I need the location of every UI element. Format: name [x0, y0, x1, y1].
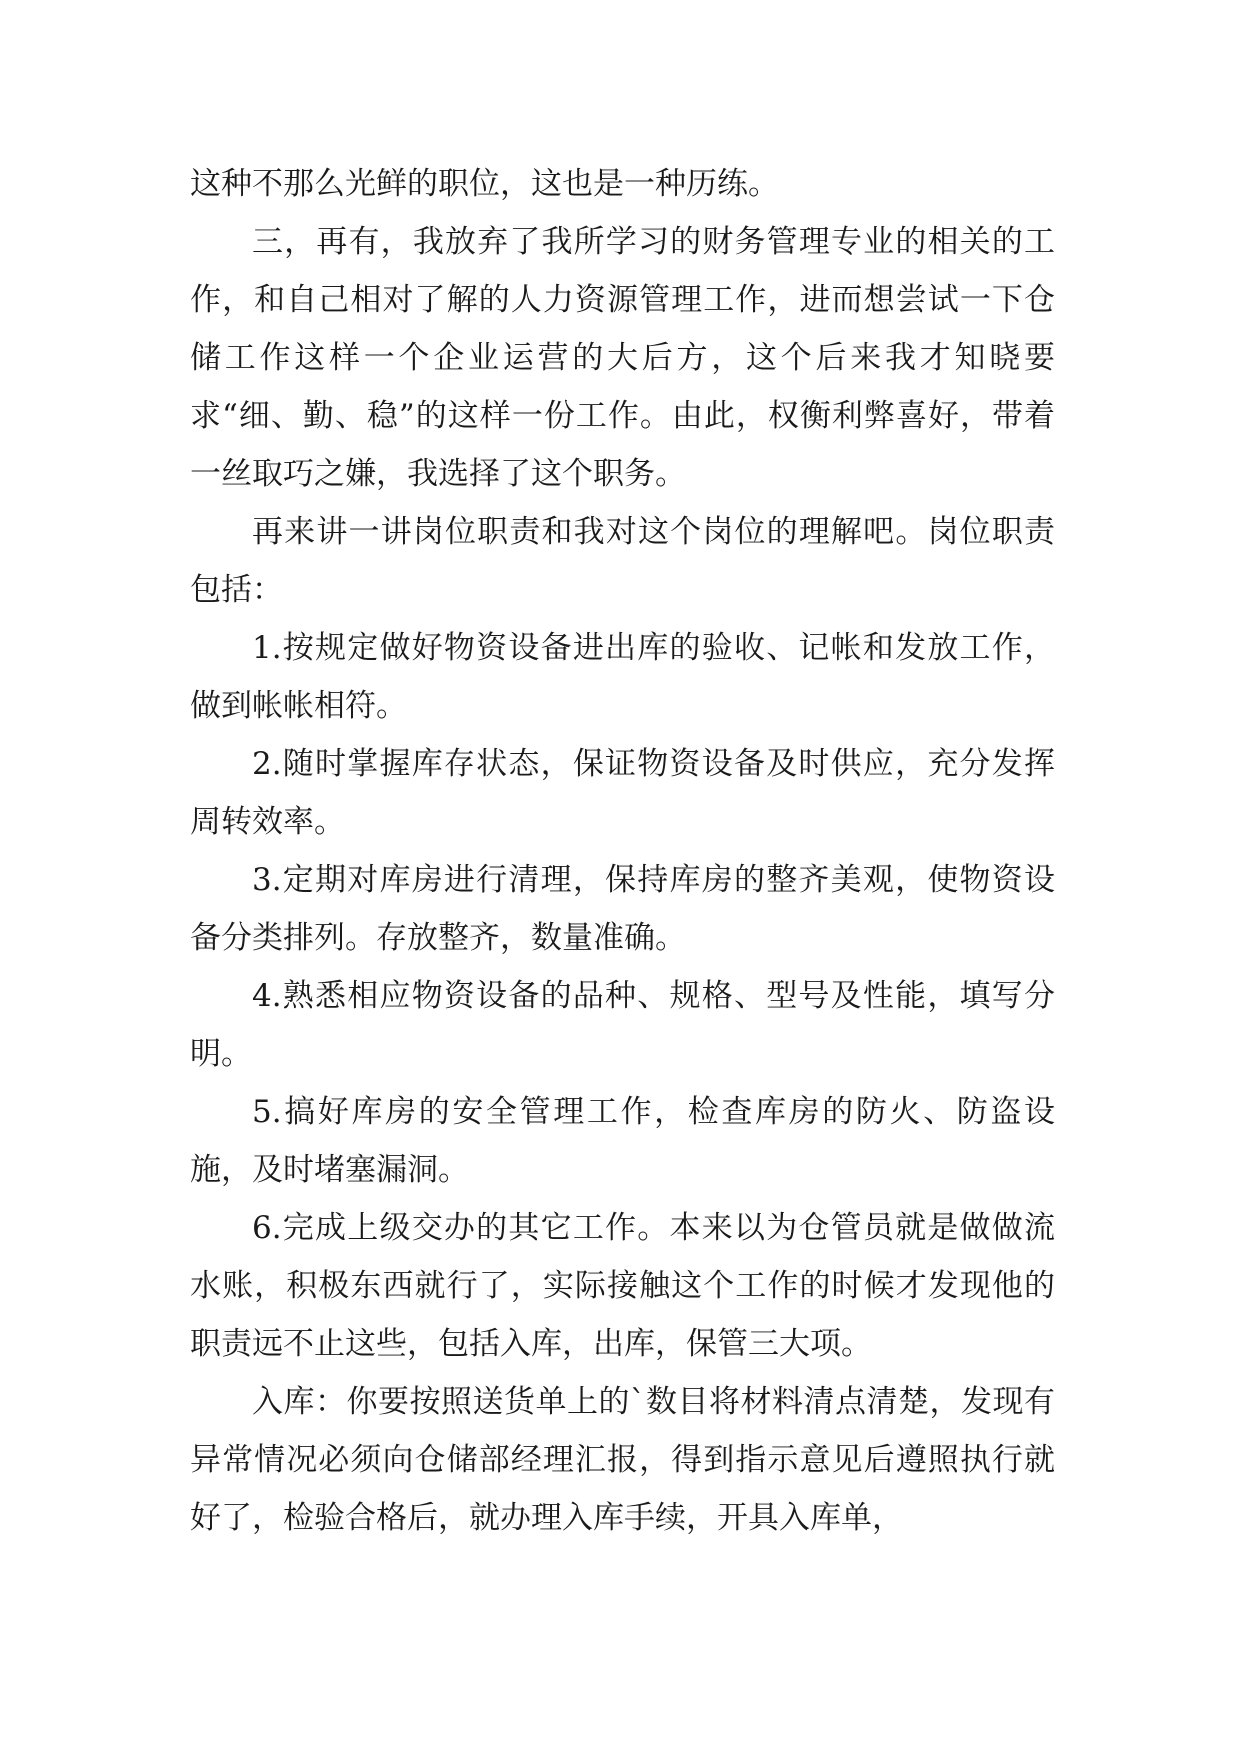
paragraph-duty-6: 6.完成上级交办的其它工作。本来以为仓管员就是做做流水账，积极东西就行了，实际接触这个工作的时候才发现他的职责远不止这些，包括入库，出库，保管三大项。 [190, 1210, 1055, 1362]
paragraph-duty-4: 4.熟悉相应物资设备的品种、规格、型号及性能，填写分明。 [190, 978, 1055, 1072]
document-body [190, 155, 1055, 1547]
paragraph-duty-5: 5.搞好库房的安全管理工作，检查库房的防火、防盗设施，及时堵塞漏洞。 [190, 1094, 1055, 1188]
paragraph-duty-1: 1.按规定做好物资设备进出库的验收、记帐和发放工作，做到帐帐相符。 [190, 630, 1055, 724]
paragraph-duty-3: 3.定期对库房进行清理，保持库房的整齐美观，使物资设备分类排列。存放整齐，数量准确。 [190, 862, 1055, 956]
paragraph-inbound: 入库：你要按照送货单上的`数目将材料清点清楚，发现有异常情况必须向仓储部经理汇报，得到指示意见后遵照执行就好了，检验合格后，就办理入库手续，开具入库单， [190, 1384, 1055, 1536]
paragraph-duties-intro: 再来讲一讲岗位职责和我对这个岗位的理解吧。岗位职责包括： [190, 514, 1055, 608]
paragraph-duty-2: 2.随时掌握库存状态，保证物资设备及时供应，充分发挥周转效率。 [190, 746, 1055, 840]
paragraph-reason-three: 三，再有，我放弃了我所学习的财务管理专业的相关的工作，和自己相对了解的人力资源管理工作，进而想尝试一下仓储工作这样一个企业运营的大后方，这个后来我才知晓要求“细、勤、稳”的这样一份工作。由此，权衡利弊喜好，带着一丝取巧之嫌，我选择了这个职务。 [190, 224, 1055, 492]
paragraph-continuation: 这种不那么光鲜的职位，这也是一种历练。 [190, 166, 779, 202]
